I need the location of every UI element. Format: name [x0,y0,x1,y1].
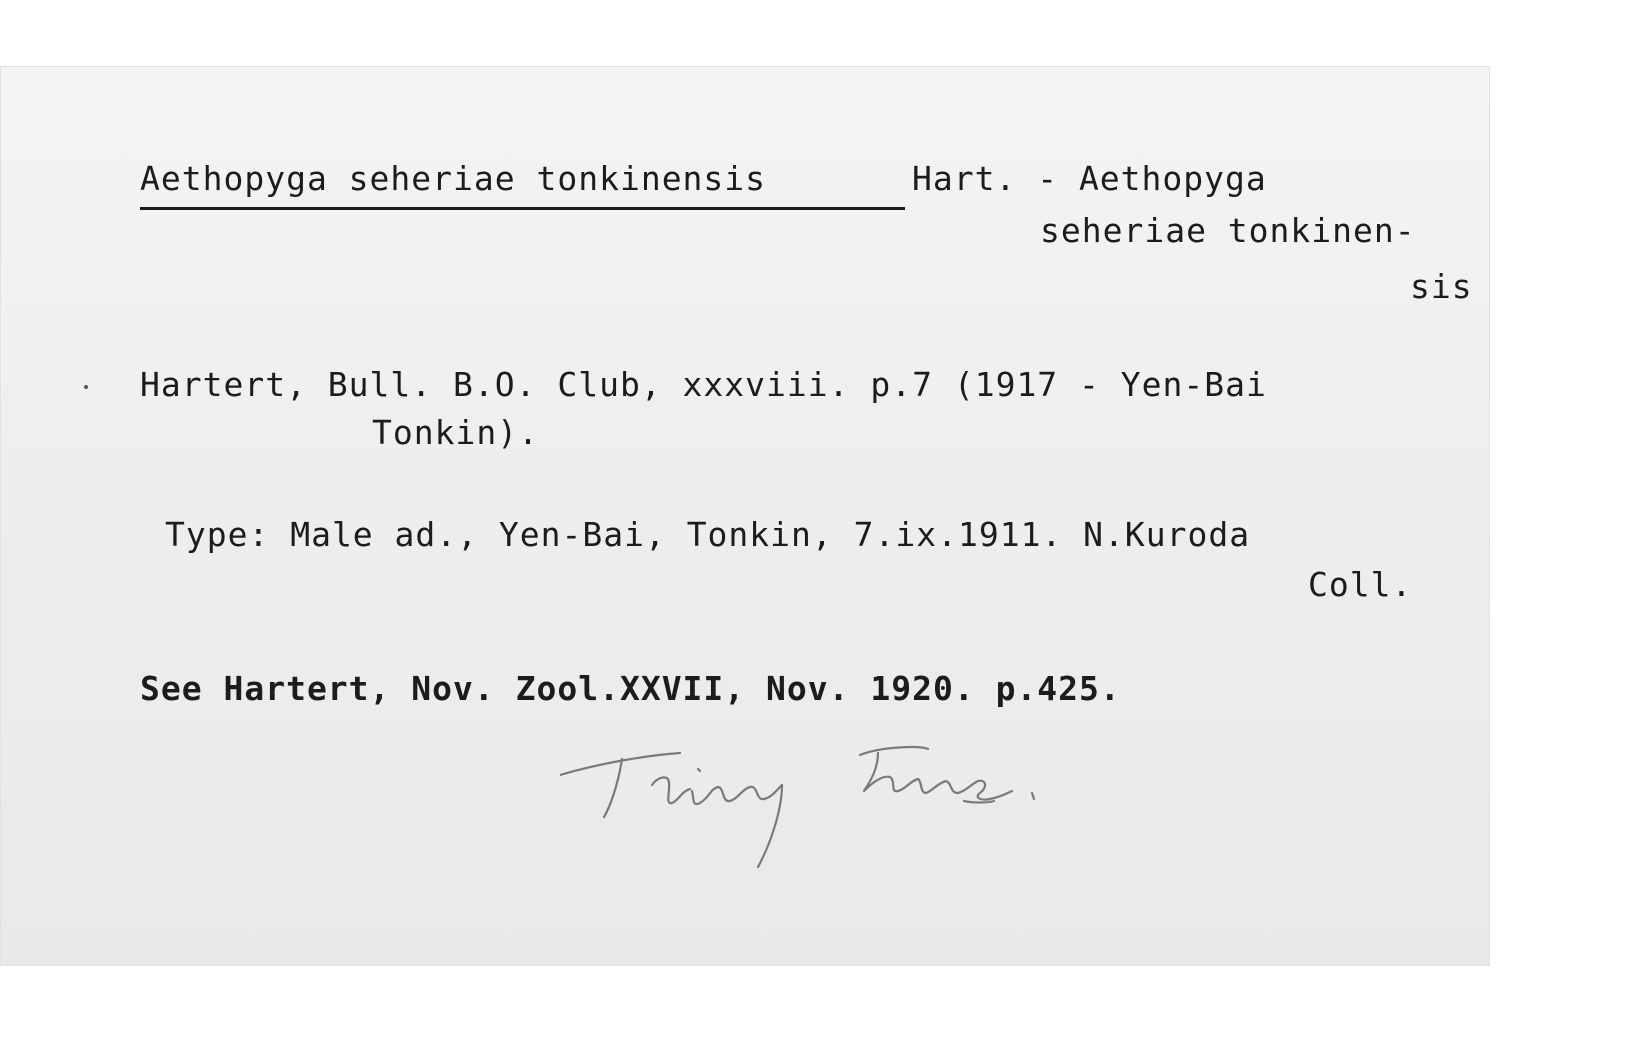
species-author: Hart. - Aethopyga [912,159,1267,198]
species-name [140,160,766,198]
species-name-text: Aethopyga seheriae tonkinensis [140,159,767,198]
citation-line-continued: Tonkin). [372,413,539,452]
type-specimen-line: Type: Male ad., Yen-Bai, Tonkin, 7.ix.1911. N.Kuroda [165,515,1251,554]
citation-line: Hartert, Bull. B.O. Club, xxxviii. p.7 (1917 - Yen-Bai [140,365,1267,404]
handwritten-signature [560,745,1120,895]
type-specimen-line-continued: Coll. [1308,565,1413,604]
species-underline [140,207,905,210]
reference-line: See Hartert, Nov. Zool.XXVII, Nov. 1920. p.425. [140,669,1121,708]
stray-mark [84,385,88,389]
species-name-continuation-end: sis [1410,267,1473,306]
species-name-continuation: seheriae tonkinen- [1040,211,1416,250]
